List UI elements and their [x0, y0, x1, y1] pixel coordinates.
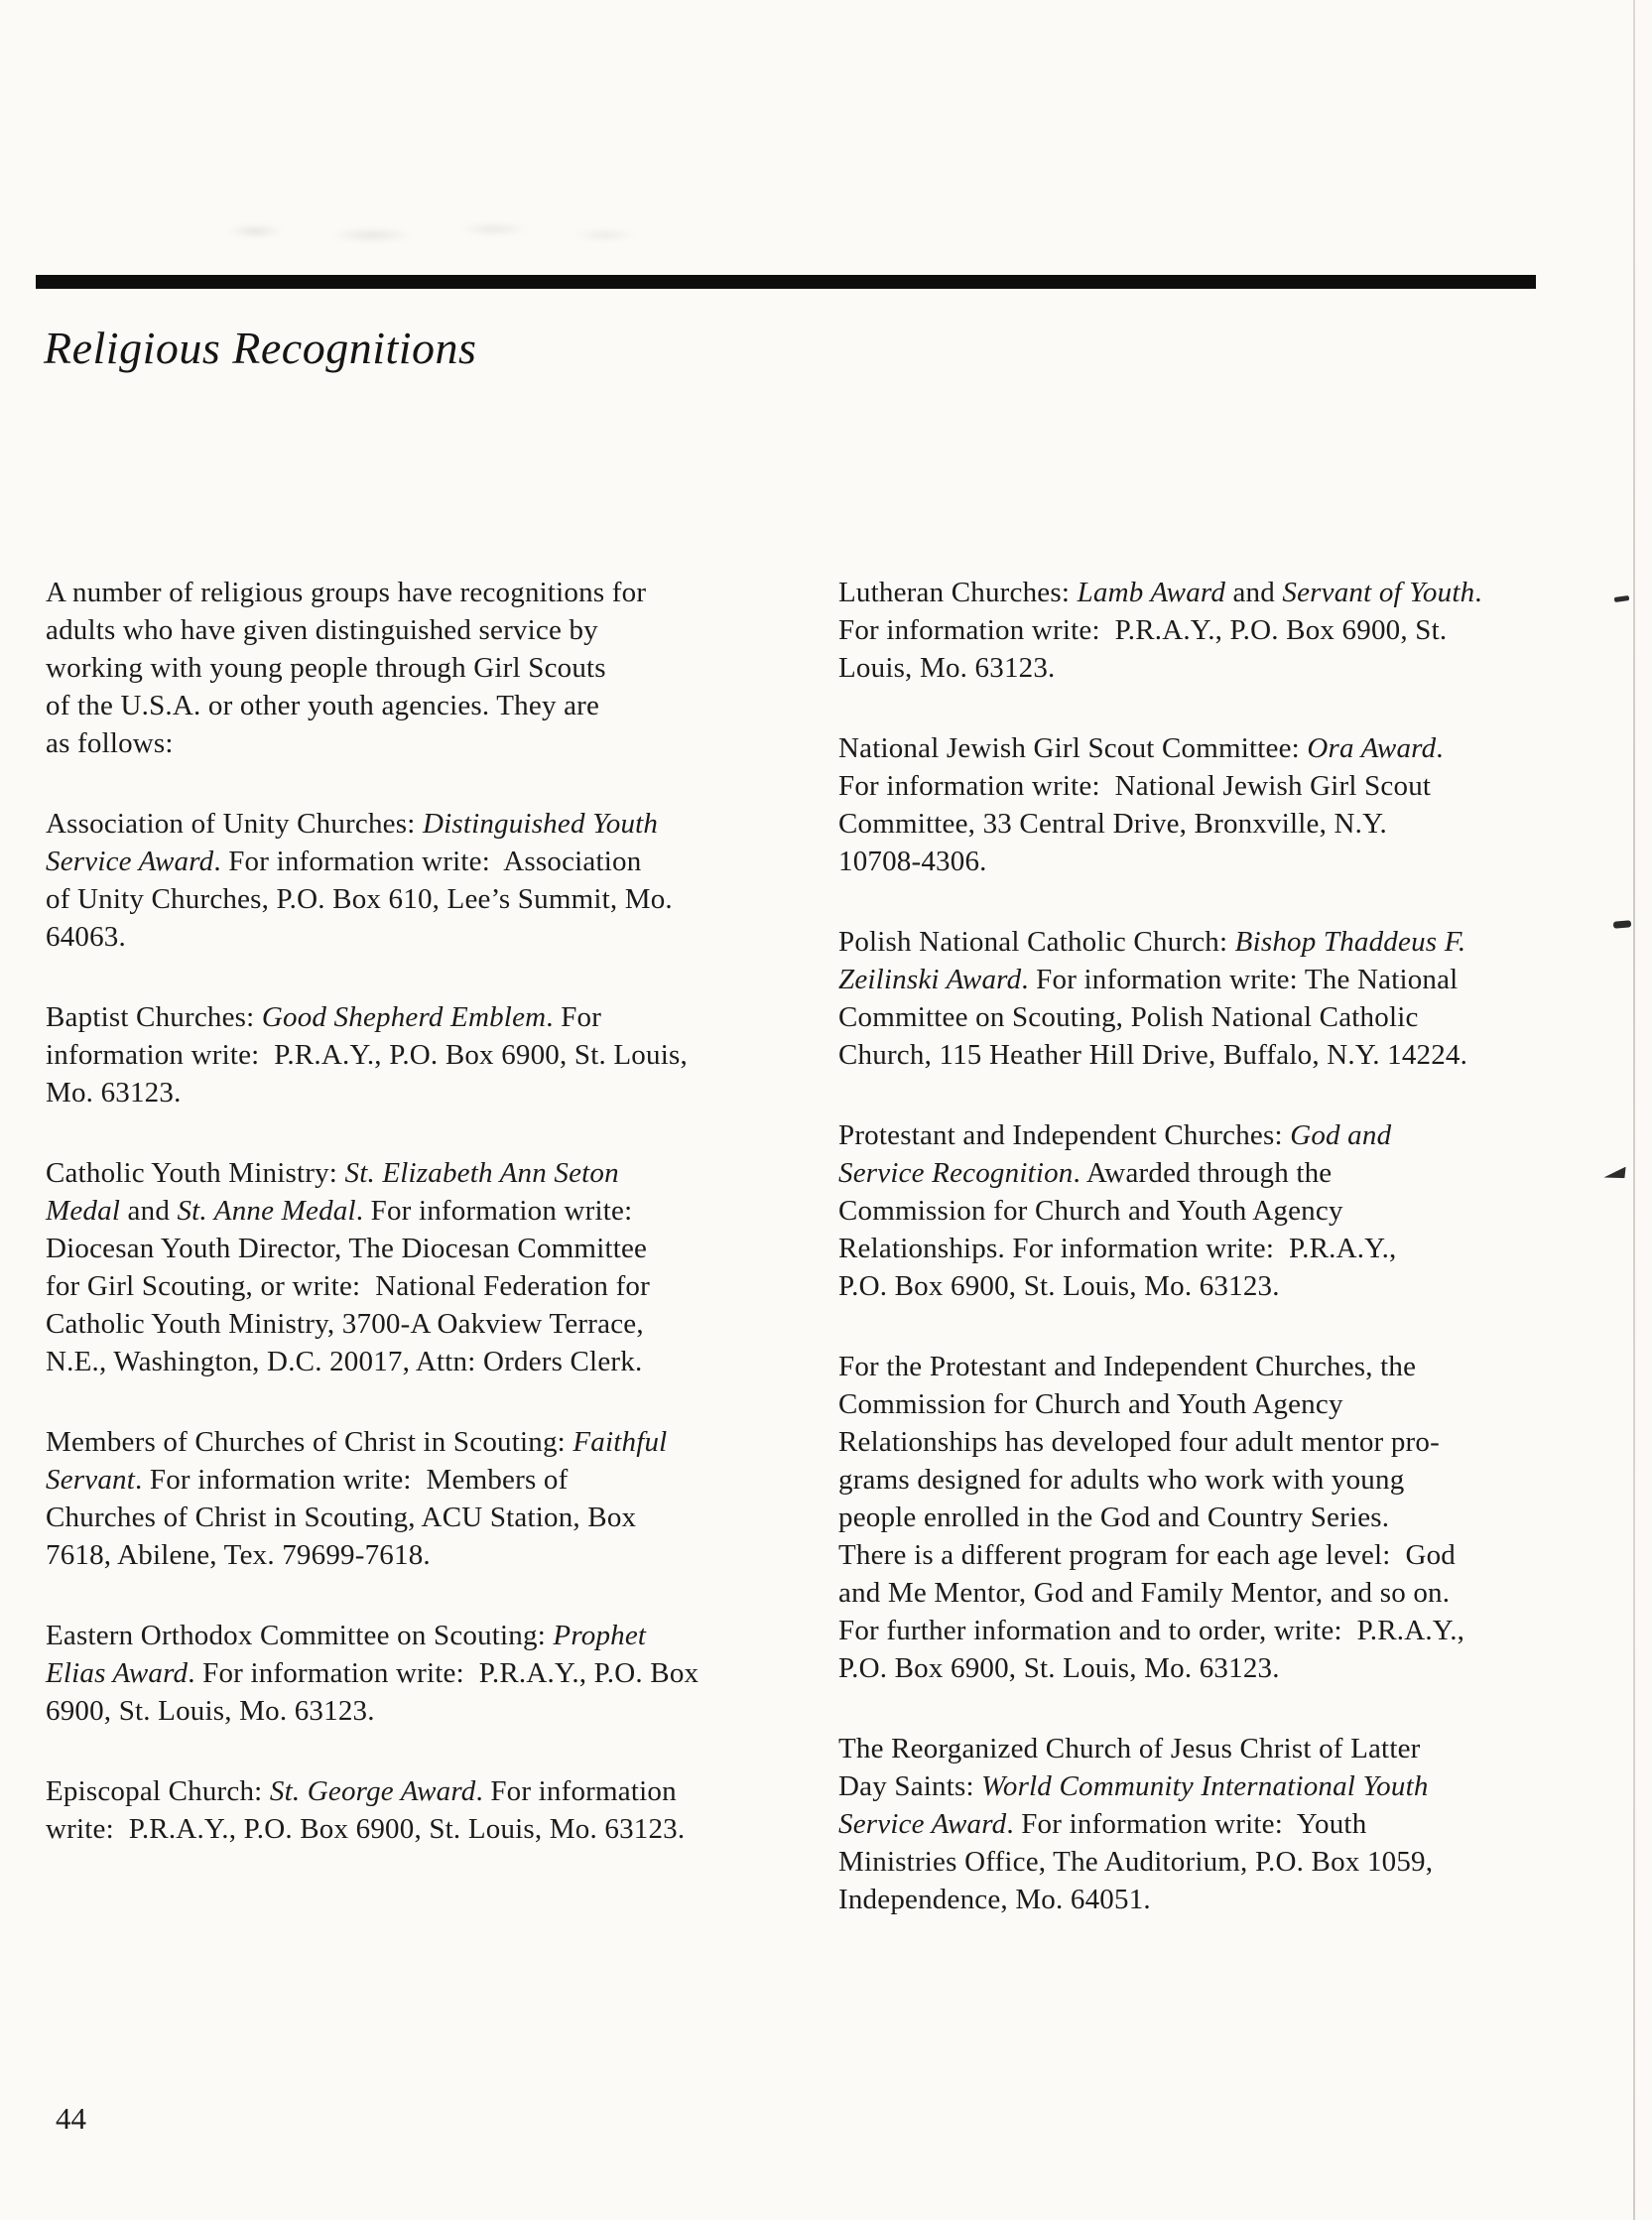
text-line: Medal and St. Anne Medal. For information write: — [46, 1195, 633, 1227]
text-line: adults who have given distinguished service by — [46, 614, 598, 646]
text-line: and Me Mentor, God and Family Mentor, and so on. — [838, 1577, 1451, 1609]
text-line: Eastern Orthodox Committee on Scouting: Prophet — [46, 1620, 647, 1651]
text-line: 64063. — [46, 921, 126, 953]
text-line: Service Recognition. Awarded through the — [838, 1157, 1333, 1189]
paragraph — [838, 1348, 1482, 1687]
text-line: N.E., Washington, D.C. 20017, Attn: Orders Clerk. — [46, 1346, 643, 1377]
text-line: as follows: — [46, 727, 174, 759]
paragraph — [838, 574, 1482, 687]
text-line: P.O. Box 6900, St. Louis, Mo. 63123. — [838, 1652, 1280, 1684]
text-line: Baptist Churches: Good Shepherd Emblem. For — [46, 1001, 602, 1033]
text-line: Ministries Office, The Auditorium, P.O. Box 1059, — [838, 1846, 1434, 1878]
text-line: For further information and to order, write: P.R.A.Y., — [838, 1615, 1465, 1646]
paragraph — [46, 1772, 699, 1848]
scan-speck — [1614, 595, 1630, 602]
text-line: Catholic Youth Ministry, 3700-A Oakview Terrace, — [46, 1308, 644, 1340]
text-line: Commission for Church and Youth Agency — [838, 1195, 1343, 1227]
paragraph — [838, 729, 1482, 880]
text-line: Louis, Mo. 63123. — [838, 652, 1056, 684]
text-line: Polish National Catholic Church: Bishop Thaddeus F. — [838, 926, 1466, 958]
text-line: Episcopal Church: St. George Award. For information — [46, 1775, 677, 1807]
paragraph — [46, 1423, 699, 1574]
text-line: Members of Churches of Christ in Scouting: Faithful — [46, 1426, 668, 1458]
text-line: 6900, St. Louis, Mo. 63123. — [46, 1695, 375, 1727]
text-line: Catholic Youth Ministry: St. Elizabeth Ann Seton — [46, 1157, 619, 1189]
text-line: National Jewish Girl Scout Committee: Ora Award. — [838, 732, 1444, 764]
text-line: Church, 115 Heather Hill Drive, Buffalo, N.Y. 14224. — [838, 1039, 1468, 1071]
text-line: Zeilinski Award. For information write: The National — [838, 964, 1459, 995]
text-line: write: P.R.A.Y., P.O. Box 6900, St. Louis, Mo. 63123. — [46, 1813, 686, 1845]
text-line: information write: P.R.A.Y., P.O. Box 6900, St. Louis, — [46, 1039, 688, 1071]
text-line: Commission for Church and Youth Agency — [838, 1388, 1343, 1420]
text-line: Churches of Christ in Scouting, ACU Station, Box — [46, 1502, 637, 1533]
text-line: For information write: National Jewish Girl Scout — [838, 770, 1432, 802]
text-line: For information write: P.R.A.Y., P.O. Box 6900, St. — [838, 614, 1448, 646]
text-line: For the Protestant and Independent Churches, the — [838, 1351, 1417, 1382]
scan-speck — [1613, 920, 1632, 929]
text-line: There is a different program for each age level: God — [838, 1539, 1457, 1571]
text-line: people enrolled in the God and Country Series. — [838, 1502, 1390, 1533]
column-right — [838, 574, 1482, 1918]
scan-speck — [1602, 1167, 1628, 1183]
paragraph — [46, 805, 699, 956]
text-line: grams designed for adults who work with young — [838, 1464, 1405, 1496]
text-line: Day Saints: World Community International Youth — [838, 1770, 1429, 1802]
text-line: A number of religious groups have recognitions for — [46, 577, 647, 608]
paragraph — [46, 1617, 699, 1730]
text-line: working with young people through Girl Scouts — [46, 652, 606, 684]
text-line: Committee on Scouting, Polish National Catholic — [838, 1001, 1419, 1033]
text-line: Protestant and Independent Churches: God and — [838, 1119, 1392, 1151]
text-line: The Reorganized Church of Jesus Christ of Latter — [838, 1733, 1421, 1764]
page-edge-crease — [1633, 0, 1635, 2220]
text-line: P.O. Box 6900, St. Louis, Mo. 63123. — [838, 1270, 1280, 1302]
section-divider-rule — [36, 275, 1536, 289]
paragraph — [46, 574, 699, 762]
text-line: Elias Award. For information write: P.R.A.Y., P.O. Box — [46, 1657, 699, 1689]
page-number: 44 — [56, 2101, 86, 2136]
text-line: 7618, Abilene, Tex. 79699-7618. — [46, 1539, 431, 1571]
paragraph — [838, 923, 1482, 1074]
text-line: Service Award. For information write: Association — [46, 846, 642, 877]
paragraph — [838, 1730, 1482, 1918]
scan-artifact — [189, 213, 744, 253]
text-line: Committee, 33 Central Drive, Bronxville, N.Y. — [838, 808, 1387, 840]
text-line: Independence, Mo. 64051. — [838, 1884, 1151, 1915]
paragraph — [46, 1154, 699, 1380]
text-line: Relationships. For information write: P.R.A.Y., — [838, 1233, 1397, 1264]
paragraph — [838, 1116, 1482, 1305]
text-line: Diocesan Youth Director, The Diocesan Committee — [46, 1233, 648, 1264]
text-line: Mo. 63123. — [46, 1077, 182, 1109]
text-line: for Girl Scouting, or write: National Federation for — [46, 1270, 650, 1302]
text-line: 10708-4306. — [838, 846, 987, 877]
text-line: of the U.S.A. or other youth agencies. They are — [46, 690, 600, 721]
text-line: Service Award. For information write: Youth — [838, 1808, 1367, 1840]
text-line: Relationships has developed four adult mentor pro- — [838, 1426, 1440, 1458]
text-line: Lutheran Churches: Lamb Award and Servant of Youth. — [838, 577, 1482, 608]
column-left — [46, 574, 699, 1848]
text-line: Servant. For information write: Members of — [46, 1464, 569, 1496]
page-title: Religious Recognitions — [44, 323, 477, 373]
text-line: Association of Unity Churches: Distinguished Youth — [46, 808, 659, 840]
paragraph — [46, 998, 699, 1111]
text-line: of Unity Churches, P.O. Box 610, Lee’s Summit, Mo. — [46, 883, 673, 915]
